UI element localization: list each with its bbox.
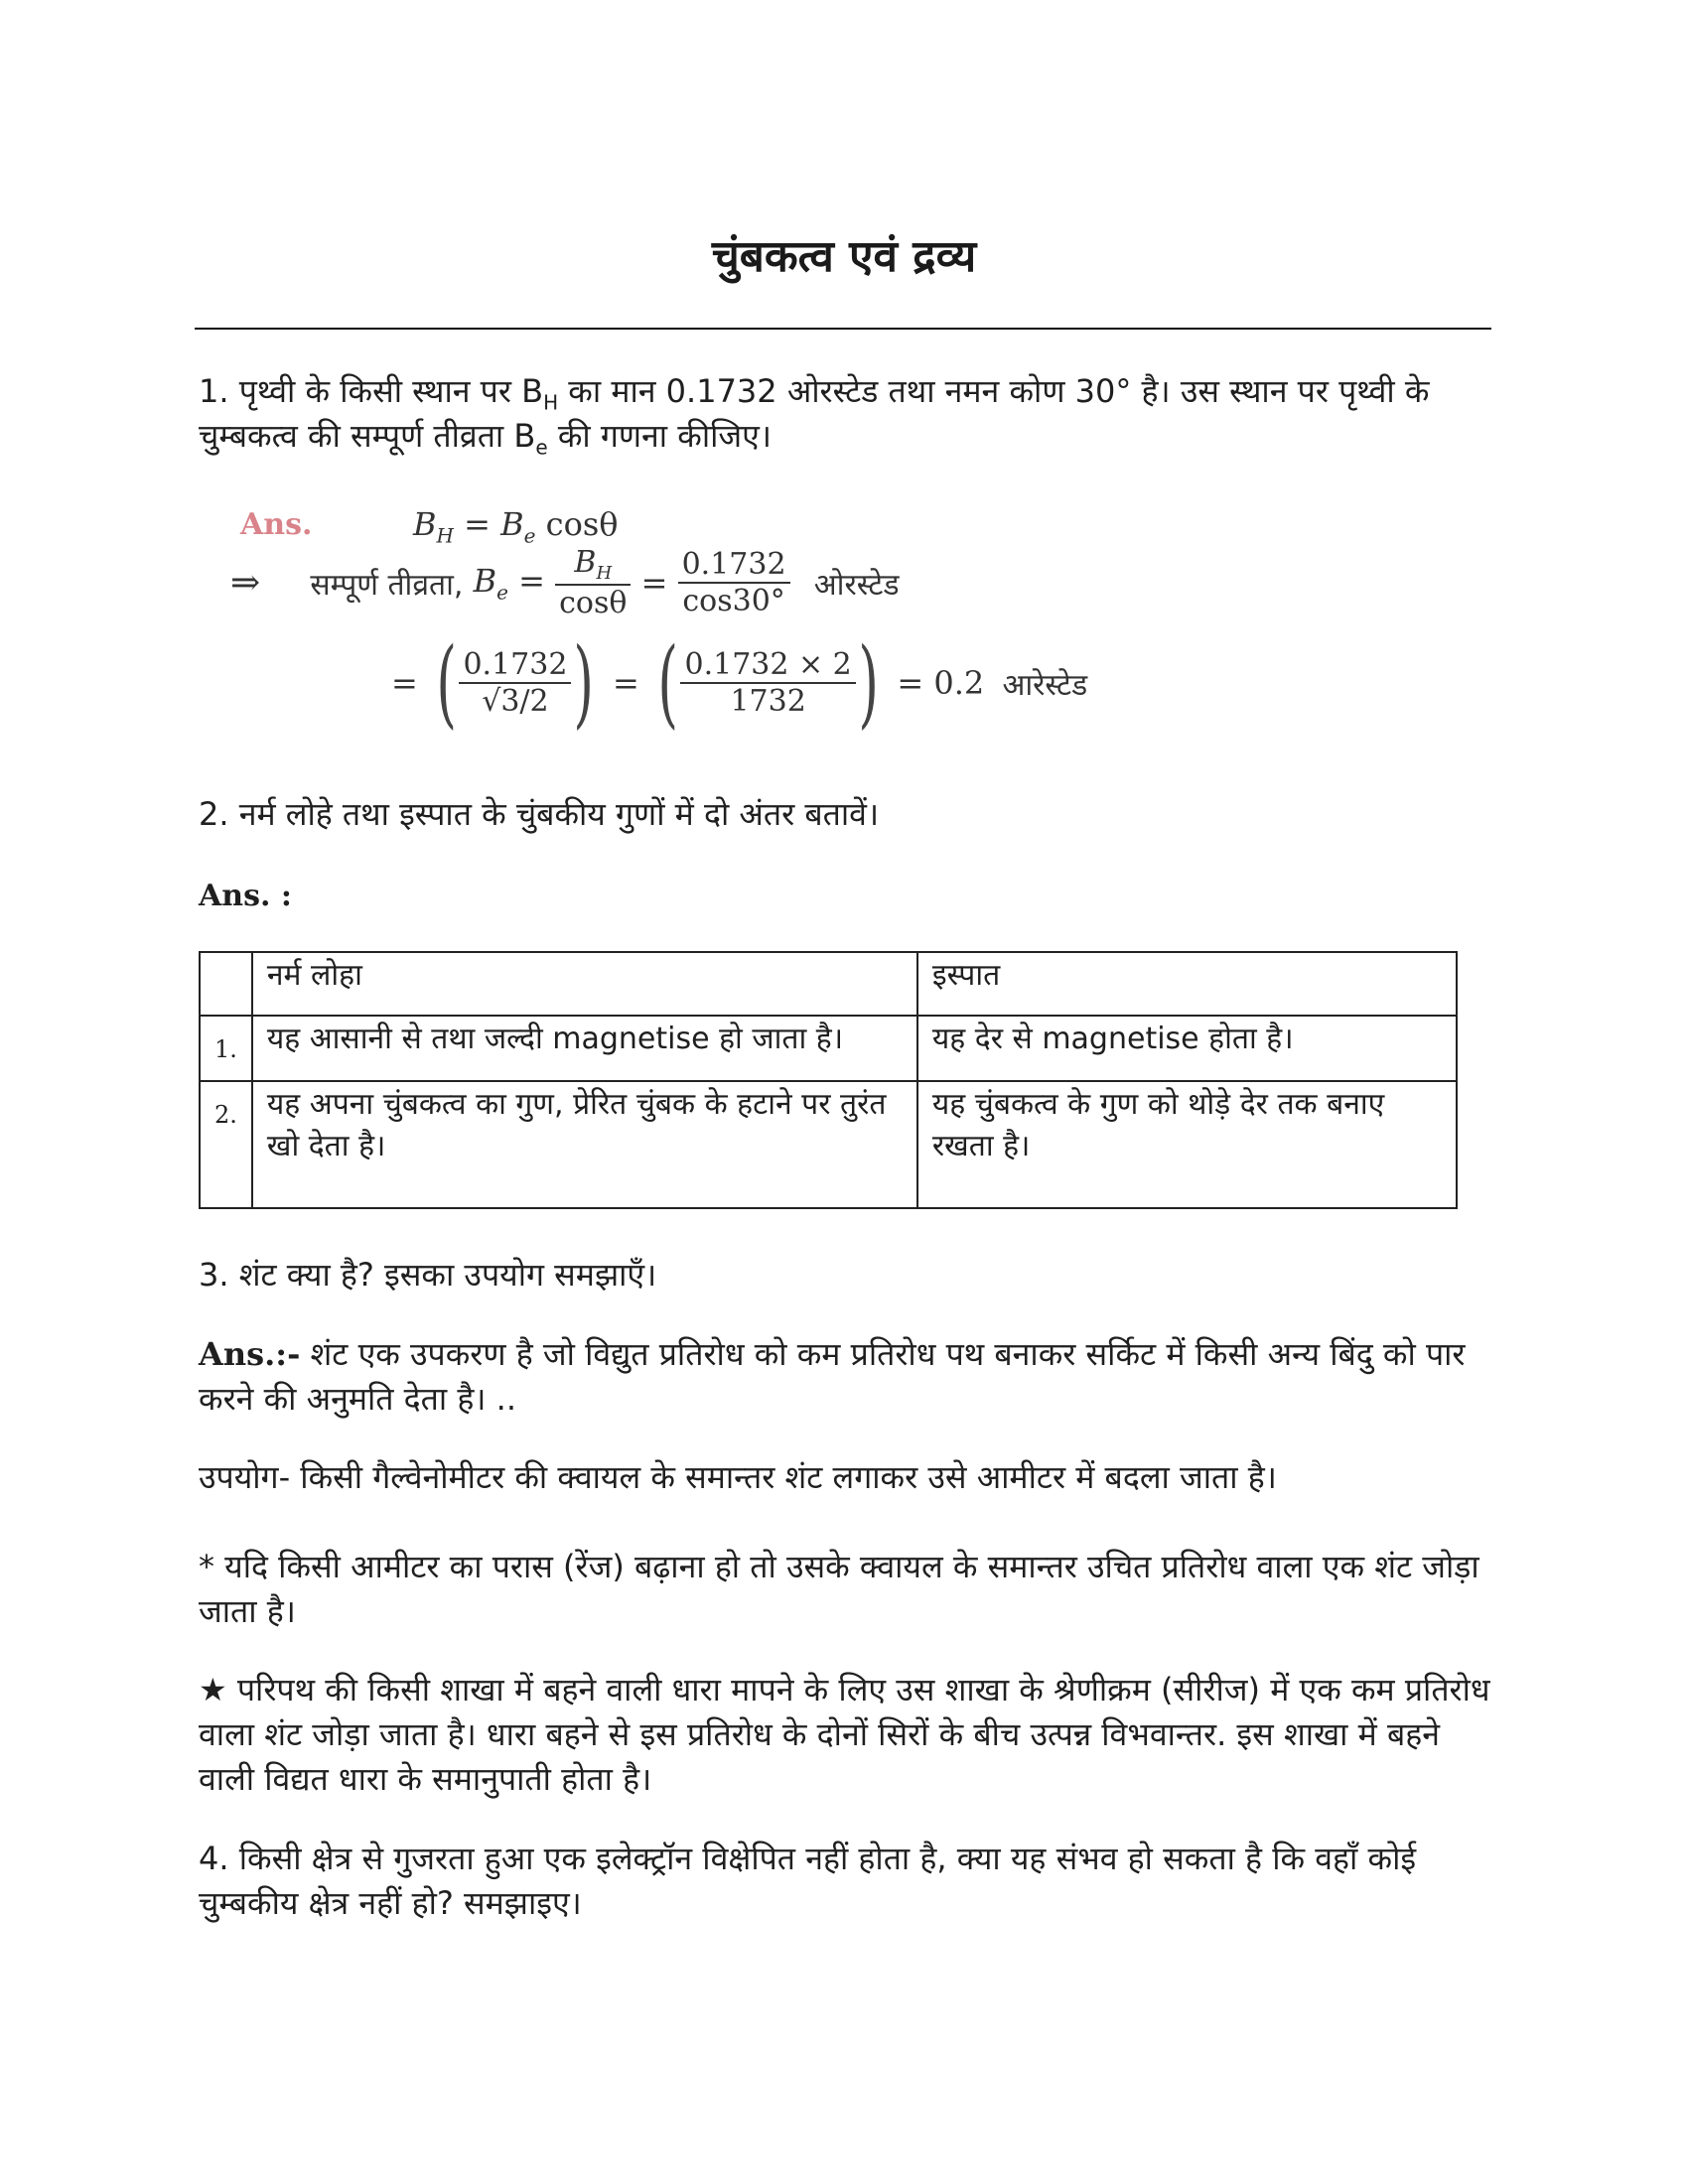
answer-2-label: Ans. :: [199, 879, 292, 913]
equation-line-2: ⇒ सम्पूर्ण तीव्रता, $B_e$ = $\frac{B_H}{\cos\theta}$ = $\frac{0.1732}{\cos 30^\circ}$ ओरस्टेड: [230, 545, 900, 620]
table-cell: [200, 952, 252, 1016]
table-row: [200, 1016, 1457, 1081]
table-cell: यह चुंबकत्व के गुण को थोड़े देर तक बनाए रखता है।: [917, 1081, 1457, 1208]
title-divider: [195, 328, 1491, 330]
equation-line-3: = ( $\frac{0.1732}{√3/2}$ ) = ( $\frac{0.1732 \times 2}{1732}$ ) = 0.2 आरेस्टेड: [391, 627, 1088, 739]
row-number: 1.: [200, 1016, 252, 1081]
math-ans-label: Ans.: [240, 507, 313, 542]
question-4: 4. किसी क्षेत्र से गुजरता हुआ एक इलेक्ट्रॉन विक्षेपित नहीं होता है, क्या यह संभव हो सकता है कि वहाँ कोई चुम्बकीय क्षेत्र नहीं हो? समझाइए।: [199, 1840, 1417, 1922]
table-header-steel: इस्पात: [917, 952, 1457, 1016]
page-title: चुंबकत्व एवं द्रव्य: [711, 231, 977, 282]
table-row: [200, 1081, 1457, 1208]
question-3: 3. शंट क्या है? इसका उपयोग समझाएँ।: [199, 1256, 657, 1294]
table-cell: यह आसानी से तथा जल्दी magnetise हो जाता है।: [252, 1016, 917, 1081]
shunt-note-2: ★ परिपथ की किसी शाखा में बहने वाली धारा मापने के लिए उस शाखा के श्रेणीक्रम (सीरीज) में एक कम प्रतिरोध वाला शंट जोड़ा जाता है। धारा बहने से इस प्रतिरोध के दोनों सिरों के बीच उत्पन्न विभवान्तर. इस शाखा में बहने वाली विद्यत धारा के समानुपाती होता है।: [199, 1671, 1490, 1798]
table-cell: यह अपना चुंबकत्व का गुण, प्रेरित चुंबक के हटाने पर तुरंत खो देता है।: [252, 1081, 917, 1208]
question-1: 1. पृथ्वी के किसी स्थान पर $B_H$ का मान 0.1732 ओरस्टेड तथा नमन कोण 30° है। उस स्थान पर पृथ्वी के चुम्बकत्व की सम्पूर्ण तीव्रता $B_e$ की गणना कीजिए।: [199, 372, 1430, 460]
table-header-row: [200, 952, 1457, 1016]
table-header-soft-iron: नर्म लोहा: [252, 952, 917, 1016]
row-number: 2.: [200, 1081, 252, 1208]
answer-3: Ans.:- शंट एक उपकरण है जो विद्युत प्रतिरोध को कम प्रतिरोध पथ बनाकर सर्किट में किसी अन्य बिंदु को पार करने की अनुमति देता है। ..: [199, 1335, 1466, 1418]
question-2: 2. नर्म लोहे तथा इस्पात के चुंबकीय गुणों में दो अंतर बतावें।: [199, 795, 880, 833]
shunt-use: उपयोग- किसी गैल्वेनोमीटर की क्वायल के समान्तर शंट लगाकर उसे आमीटर में बदला जाता है।: [199, 1458, 1277, 1496]
answer-3-label: Ans.:-: [199, 1335, 301, 1373]
answer-1-math: [224, 501, 1088, 759]
table-cell: यह देर से magnetise होता है।: [917, 1016, 1457, 1081]
shunt-note-1: * यदि किसी आमीटर का परास (रेंज) बढ़ाना हो तो उसके क्वायल के समान्तर उचित प्रतिरोध वाला एक शंट जोड़ा जाता है।: [199, 1548, 1479, 1630]
comparison-table: [199, 951, 1458, 1209]
equation-line-1: $B_H = B_e$ cosθ: [413, 505, 619, 548]
implies-arrow: ⇒: [230, 562, 261, 604]
